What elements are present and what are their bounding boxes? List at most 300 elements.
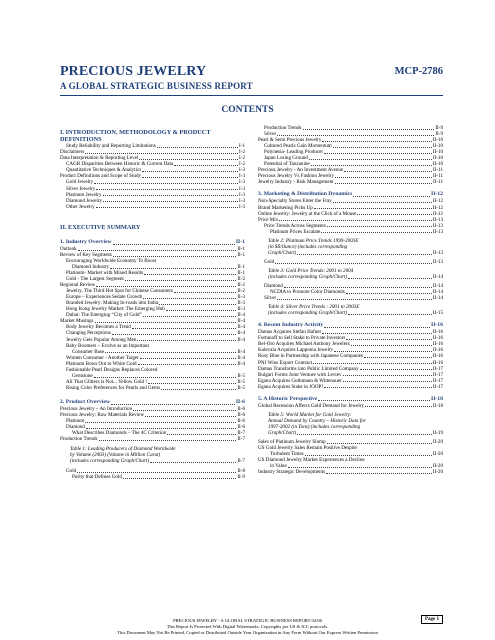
toc-entry-page: II-18 xyxy=(432,402,443,409)
toc-entry-page: II-17 xyxy=(432,371,443,378)
page-number-badge: Page 1 xyxy=(421,615,443,624)
toc-table-entry xyxy=(258,238,443,256)
toc-entry-page: I-3 xyxy=(239,191,245,198)
toc-table-text: Table 5: World Market for Gold Jewelry: xyxy=(268,411,352,418)
toc-entry-title: Rising Color Preferences for Pearls and Gems xyxy=(66,384,160,391)
dot-leader xyxy=(343,381,432,382)
toc-entry-title: 4. Recent Industry Activity xyxy=(258,322,324,329)
toc-table-last-line xyxy=(268,430,443,436)
toc-entry-title: Platinum Jewelry xyxy=(66,191,102,198)
dot-leader xyxy=(174,165,238,166)
dot-leader xyxy=(105,352,236,353)
toc-entry-page: II-17 xyxy=(432,365,443,372)
toc-entry-title: Consumer Base xyxy=(72,348,105,355)
toc-entry-page: II-12 xyxy=(432,198,443,205)
dot-leader xyxy=(346,339,431,340)
toc-entry-title: Gemstone xyxy=(72,372,93,379)
toc-entry-title: Review of Key Segments xyxy=(60,251,112,258)
dot-leader xyxy=(94,377,237,378)
toc-section-heading: II. EXECUTIVE SUMMARY xyxy=(60,223,141,231)
toc-entry-page: II-13 xyxy=(432,228,443,235)
toc-entry-title: CAGR Disparities Between Historic & Current Data xyxy=(66,161,174,168)
toc-entry xyxy=(60,204,245,210)
dot-leader xyxy=(343,375,432,376)
toc-entry-page: I-3 xyxy=(239,167,245,174)
dot-leader xyxy=(360,369,432,370)
dot-leader xyxy=(133,410,236,411)
toc-entry-title: Gold - The Largest Segment xyxy=(66,276,124,283)
toc-entry-title: Polynesia- Leading Producer xyxy=(264,149,324,156)
header-divider xyxy=(60,95,443,96)
toc-entry-title: Precious Jewelry Vs Fashion Jewelry xyxy=(258,173,335,180)
toc-entry xyxy=(60,436,245,442)
toc-entry-title: Silver xyxy=(264,295,277,302)
toc-entry-page: II-11 xyxy=(433,179,443,186)
dot-leader xyxy=(150,462,236,463)
toc-entry-page: II-17 xyxy=(432,383,443,390)
report-title: PRECIOUS JEWELRY xyxy=(60,64,207,79)
toc-entry-title: Japan Losing Ground xyxy=(264,155,308,162)
dot-leader xyxy=(103,201,238,202)
toc-entry-page: II-13 xyxy=(432,222,443,229)
toc-entry-title: Diamond Industry xyxy=(72,263,110,270)
dot-leader xyxy=(96,207,238,208)
dot-leader xyxy=(111,404,235,405)
toc-entry-page: II-6 xyxy=(237,411,245,418)
toc-entry-page: II-3 xyxy=(237,294,245,301)
report-code: MCP-2786 xyxy=(394,66,443,77)
toc-entry-page: II-11 xyxy=(433,173,443,180)
contents-heading: CONTENTS xyxy=(221,105,274,115)
dot-leader xyxy=(137,340,236,341)
toc-chapter-entry xyxy=(258,322,443,329)
dot-leader xyxy=(143,298,236,299)
toc-entry xyxy=(258,259,443,265)
toc-entry-page: II-13 xyxy=(432,249,443,256)
toc-entry-title: Diamond Jewelry xyxy=(66,197,103,204)
toc-entry-page: I-3 xyxy=(239,203,245,210)
toc-entry-page: II-16 xyxy=(432,347,443,354)
dot-leader xyxy=(132,328,237,329)
toc-entry-title: Precious Jewelry: Raw Materials Review xyxy=(60,411,145,418)
dot-leader xyxy=(313,363,432,364)
dot-leader xyxy=(103,195,239,196)
toc-entry-title: Regional Review xyxy=(60,282,96,289)
dot-leader xyxy=(346,293,432,294)
toc-entry-page: II-2 xyxy=(237,288,245,295)
toc-entry-title: Platinum Prices Escalate xyxy=(270,228,321,235)
dot-leader xyxy=(334,351,432,352)
toc-entry-title: Dubai: The Emerging “City of Gold” xyxy=(66,312,142,319)
toc-entry-title: Quantitative Techniques & Analytics xyxy=(66,167,142,174)
toc-entry-title: Sales of Platinum Jewelry Slump xyxy=(258,438,326,445)
toc-entry-title: Jewelry, The Third Hot Spot for Chinese Consumers xyxy=(66,288,174,295)
toc-entry-text: Fashionable Pearl Designs Replaces Colored xyxy=(66,366,158,373)
toc-entry-title: Data Interpretation & Reporting Level xyxy=(60,155,139,162)
toc-entry-page: II-14 xyxy=(432,283,443,290)
toc-entry-page: II-13 xyxy=(432,216,443,223)
toc-table-last-line xyxy=(268,274,443,280)
dot-leader xyxy=(159,304,236,305)
toc-entry-title: Pearl & Semi Precious Jewelry xyxy=(258,137,322,144)
toc-entry-page: I-3 xyxy=(239,197,245,204)
dot-leader xyxy=(145,416,236,417)
toc-entry-title: What Describes Diamonds – The 4C Criterion xyxy=(72,430,167,437)
toc-entry xyxy=(258,179,443,185)
toc-entry-page: II-20 xyxy=(432,469,443,476)
toc-chapter-entry xyxy=(258,191,443,198)
dot-leader xyxy=(78,250,237,251)
dot-leader xyxy=(326,473,432,474)
toc-entry-title: Platinum xyxy=(66,418,85,425)
toc-entry-title: Bel-Oro Acquires Michael Anthony Jewelers xyxy=(258,341,350,348)
toc-entry-title: Silver Jewelry xyxy=(66,185,96,192)
toc-entry-title: Production Trends xyxy=(264,125,302,131)
toc-table-entry xyxy=(258,304,443,316)
toc-entry-page: II-2 xyxy=(237,282,245,289)
toc-section-heading: I. INTRODUCTION, METHODOLOGY & PRODUCT DEFINITIONS xyxy=(60,129,211,144)
dot-leader xyxy=(335,177,432,178)
toc-entry-page: I-2 xyxy=(239,149,245,156)
toc-entry xyxy=(258,295,443,301)
toc-entry-title: Branded Jewelry: Making In-roads into India xyxy=(66,300,159,307)
dot-leader xyxy=(327,443,432,444)
toc-table-text: Table 3: Gold Price Trends: 2001 to 2004 xyxy=(268,267,354,274)
dot-leader xyxy=(96,286,236,287)
toc-entry-title: Damas Transforms into Public Limited Company xyxy=(258,365,359,372)
toc-entry-title: Bulgari Forms Joint Venture with Leviev xyxy=(258,371,342,378)
toc-entry-page: II-18 xyxy=(430,395,443,402)
toc-entry-title: Silver xyxy=(264,131,277,138)
toc-entry-title: Production Trends xyxy=(60,436,98,443)
toc-entry-title: Industry Strategic Developments xyxy=(258,469,326,476)
toc-table-text: Table 1: Leading Producers of Diamond Worldwide xyxy=(70,446,176,453)
toc-entry-title: NCDIA to Promote Color Diamonds xyxy=(270,289,345,296)
toc-entry-page: I-1 xyxy=(239,143,245,150)
toc-table-entry xyxy=(258,412,443,436)
dot-leader xyxy=(96,189,238,190)
toc-entry-title: Precious Jewelry – An Introduction xyxy=(60,405,133,412)
toc-entry-page: II-9 xyxy=(237,474,245,481)
toc-entry-title: Study Reliability and Reporting Limitations xyxy=(66,143,156,150)
dot-leader xyxy=(157,147,238,148)
toc-entry-page: II-4 xyxy=(237,318,245,325)
toc-entry-page: II-14 xyxy=(432,289,443,296)
toc-entry xyxy=(60,385,245,391)
toc-entry-title: Platinum- Market with Mixed Results xyxy=(66,269,144,276)
dot-leader xyxy=(311,165,432,166)
toc-entry-title: Other Jewelry xyxy=(66,203,95,210)
toc-entry-text: Encouraging Worldwide Economy To Boost xyxy=(66,257,157,264)
dot-leader xyxy=(140,358,237,359)
toc-entry-page: II-4 xyxy=(237,312,245,319)
toc-entry-title: Product Definitions and Scope of Study xyxy=(60,173,142,180)
toc-entry-page: II-3 xyxy=(237,300,245,307)
toc-entry-title: 2. Product Overview xyxy=(60,398,110,405)
toc-entry-title: Women Consumer - Another Target xyxy=(66,354,139,361)
toc-table-text: Graph/Chart) xyxy=(268,249,297,256)
toc-entry-title: Market Musings xyxy=(60,318,94,325)
toc-entry-page: II-1 xyxy=(237,269,245,276)
toc-entry-page: II-12 xyxy=(432,204,443,211)
toc-entry-page: I-2 xyxy=(239,161,245,168)
toc-entry-title: Global Recession Affects Gold Demand for Jewelry xyxy=(258,402,364,409)
toc-entry-page: II-1 xyxy=(235,238,245,245)
toc-entry-page: II-14 xyxy=(432,273,443,280)
dot-leader xyxy=(318,400,430,401)
toc-table-text: 1997-2002 (in Tons) (includes corresponding xyxy=(268,423,361,430)
dot-leader xyxy=(288,467,432,468)
dot-leader xyxy=(166,310,237,311)
toc-entry-title: 5. A Historic Perspective xyxy=(258,395,318,402)
toc-entry-title: Gold xyxy=(66,468,77,475)
toc-table-last-line xyxy=(268,310,443,316)
dot-leader xyxy=(344,171,432,172)
toc-entry-page: II-11 xyxy=(433,167,443,174)
toc-entry xyxy=(258,469,443,475)
toc-table-text: Annual Demand by Country – Historic Data for xyxy=(268,417,366,424)
toc-entry-page: II-12 xyxy=(430,191,443,198)
dot-leader xyxy=(112,334,237,335)
footer-line-2: This Report Is Protected With Digital Watermarks. Copyrights per US & ICC protocols. xyxy=(166,624,329,629)
toc-entry-title: Turbulent Times xyxy=(270,451,304,458)
dot-leader xyxy=(77,472,236,473)
toc-entry-page: II-14 xyxy=(432,295,443,302)
toc-entry-page: I-3 xyxy=(239,173,245,180)
toc-entry-page: II-13 xyxy=(432,258,443,265)
toc-entry-page: II-10 xyxy=(432,143,443,150)
dot-leader xyxy=(364,357,432,358)
toc-entry-page: I-2 xyxy=(239,155,245,162)
toc-entry-page: II-12 xyxy=(432,210,443,217)
dot-leader xyxy=(277,299,432,300)
toc-entry-title: Platinum Bows Out to White Gold xyxy=(66,360,137,367)
toc-entry-title: Fortunoff to Sell Stake to Private Investors xyxy=(258,335,346,342)
dot-leader xyxy=(365,406,432,407)
toc-entry-title: Europe – Experiences Sedate Growth xyxy=(66,294,143,301)
toc-entry-title: Egana Acquires Stake in JOOP! xyxy=(258,383,324,390)
toc-entry-text: Baby Boomers – Evolve as an Important xyxy=(66,342,149,349)
toc-entry-text: US Gold Jewelry Sales Remain Positive Despite xyxy=(258,445,357,452)
toc-table-text: Graph/Chart) xyxy=(268,429,297,436)
toc-entry xyxy=(258,229,443,235)
toc-entry-page: II-2 xyxy=(237,276,245,283)
toc-entry-page: II-20 xyxy=(432,438,443,445)
toc-table-text: (in $$/Ounce) (includes corresponding xyxy=(268,243,348,250)
toc-table-text: (includes corresponding Graph/Chart) xyxy=(70,458,150,465)
dot-leader xyxy=(348,314,432,315)
toc-entry-page: II-7 xyxy=(237,458,245,465)
toc-entry-page: II-4 xyxy=(237,330,245,337)
toc-entry-page: II-16 xyxy=(430,322,443,329)
toc-entry-page: I-3 xyxy=(239,179,245,186)
dot-leader xyxy=(322,333,432,334)
footer-line-1: PRECIOUS JEWELRY - A GLOBAL STRATEGIC BUSINESS REPORT 02/06 xyxy=(173,618,322,623)
toc-entry-page: II-9 xyxy=(435,125,443,131)
dot-leader xyxy=(275,263,432,264)
toc-entry-title: Damas Acquires Stefan Hafner xyxy=(258,329,322,336)
toc-left-column xyxy=(60,125,245,480)
dot-leader xyxy=(322,141,431,142)
toc-entry-page: II-10 xyxy=(432,161,443,168)
dot-leader xyxy=(284,287,432,288)
toc-entry-text: US Diamond Jewelry Market Experiences a Decline xyxy=(258,457,365,464)
dot-leader xyxy=(335,183,432,184)
toc-entry-page: II-4 xyxy=(237,354,245,361)
toc-table-last-line xyxy=(70,458,245,464)
dot-leader xyxy=(85,422,236,423)
dot-leader xyxy=(86,428,236,429)
toc-chapter-entry xyxy=(60,239,245,246)
toc-entry-page: II-5 xyxy=(237,384,245,391)
toc-entry-title: 1. Industry Overview xyxy=(60,238,112,245)
dot-leader xyxy=(113,244,235,245)
toc-entry-page: II-16 xyxy=(432,353,443,360)
dot-leader xyxy=(99,440,237,441)
dot-leader xyxy=(161,389,236,390)
dot-leader xyxy=(357,214,431,215)
toc-entry-page: II-15 xyxy=(432,310,443,317)
dot-leader xyxy=(94,183,238,184)
dot-leader xyxy=(348,278,432,279)
toc-entry-title: All That Glitters is Not... Yellow Gold ! xyxy=(66,378,147,385)
dot-leader xyxy=(277,135,434,136)
toc-entry-page: II-5 xyxy=(237,372,245,379)
toc-entry-title: in Value xyxy=(270,463,287,470)
toc-right-column xyxy=(258,125,443,475)
dot-leader xyxy=(174,292,236,293)
dot-leader xyxy=(303,129,435,130)
dot-leader xyxy=(351,345,432,346)
toc-entry-page: II-7 xyxy=(237,430,245,437)
toc-entry-title: Changing Perceptions xyxy=(66,330,111,337)
toc-entry-title: PNJ Wins Export Contract xyxy=(258,359,313,366)
toc-table-text: by Volume (2003) (Volume in Million Carat) xyxy=(70,452,161,459)
toc-entry-page: II-7 xyxy=(237,436,245,443)
toc-entry-title: Price Trends Across Segments xyxy=(264,222,326,229)
dot-leader xyxy=(324,387,432,388)
toc-entry xyxy=(258,403,443,409)
toc-entry-title: Egana Acquires Guthmann & Wittenauer xyxy=(258,377,342,384)
toc-entry-title: Gold xyxy=(264,258,275,265)
toc-entry-page: II-10 xyxy=(432,155,443,162)
toc-entry-title: Rosy Blue in Partnership with Japanese Companies xyxy=(258,353,363,360)
toc-entry-title: Non-Specialty Stores Enter the Fray xyxy=(258,198,332,205)
toc-table-last-line xyxy=(268,250,443,256)
toc-entry-page: II-16 xyxy=(432,359,443,366)
dot-leader xyxy=(314,208,432,209)
toc-entry-title: Kalevala Acquires Lapponia Jewelry xyxy=(258,347,334,354)
dot-leader xyxy=(305,455,432,456)
dot-leader xyxy=(85,153,238,154)
dot-leader xyxy=(353,196,430,197)
toc-entry-page: II-6 xyxy=(237,424,245,431)
toc-entry-page: II-10 xyxy=(432,137,443,144)
dot-leader xyxy=(333,147,432,148)
toc-entry-page: II-17 xyxy=(432,377,443,384)
dot-leader xyxy=(309,159,432,160)
toc-entry-page: II-8 xyxy=(237,468,245,475)
dot-leader xyxy=(297,434,432,435)
toc-entry xyxy=(60,474,245,480)
dot-leader xyxy=(143,316,237,317)
toc-entry-page: II-3 xyxy=(237,306,245,313)
dot-leader xyxy=(167,434,236,435)
toc-entry-page: II-6 xyxy=(237,405,245,412)
dot-leader xyxy=(138,364,237,365)
footer-line-3: This Document May Not Be Printed, Copied or Distributed Outside Your Organization in Any Form Without Our Express Written Permission xyxy=(117,630,378,635)
dot-leader xyxy=(113,256,236,257)
toc-entry-page: II-6 xyxy=(237,418,245,425)
toc-entry-title: Precious Jewelry - An Investment Avenue xyxy=(258,167,344,174)
toc-chapter-entry xyxy=(60,399,245,406)
toc-entry-title: Brand Marketing Picks Up xyxy=(258,204,313,211)
dot-leader xyxy=(144,274,236,275)
toc-table-text: (includes corresponding Graph/Chart) xyxy=(268,273,348,280)
dot-leader xyxy=(142,177,238,178)
toc-entry-title: Cultured Pearls Gain Momentum xyxy=(264,143,332,150)
toc-table-entry xyxy=(258,268,443,280)
toc-entry-page: II-5 xyxy=(237,378,245,385)
toc-table-text: Table 4: Silver Price Trends : 2001 to 2003E xyxy=(268,304,360,311)
toc-entry-title: Diamond xyxy=(66,424,85,431)
dot-leader xyxy=(297,254,432,255)
toc-table-entry xyxy=(60,446,245,464)
dot-leader xyxy=(333,202,432,203)
toc-entry-title: Potential of Tanzanine xyxy=(264,161,310,168)
toc-entry-title: Price Mix xyxy=(258,216,279,223)
dot-leader xyxy=(142,171,238,172)
toc-entry-title: Jewelry Industry - Risk Management xyxy=(258,179,334,186)
toc-entry-page: II-4 xyxy=(237,360,245,367)
dot-leader xyxy=(324,327,430,328)
toc-entry-title: Body Jewelry Becomes a Trend xyxy=(66,324,131,331)
dot-leader xyxy=(95,322,237,323)
toc-entry-page: II-16 xyxy=(432,341,443,348)
toc-entry-page: II-6 xyxy=(235,398,245,405)
toc-entry-page: II-4 xyxy=(237,336,245,343)
dot-leader xyxy=(279,220,432,221)
toc-entry-page: II-1 xyxy=(237,251,245,258)
dot-leader xyxy=(148,383,236,384)
toc-entry-page: I-3 xyxy=(239,185,245,192)
toc-entry-title: 3. Marketing & Distribution Dynamics xyxy=(258,191,353,198)
dot-leader xyxy=(327,226,432,227)
toc-entry-title: Purity that Defines Gold xyxy=(72,474,122,481)
toc-chapter-entry xyxy=(258,396,443,403)
dot-leader xyxy=(324,153,432,154)
toc-entry-page: II-20 xyxy=(432,463,443,470)
toc-entry-page: II-4 xyxy=(237,324,245,331)
toc-entry-page: II-4 xyxy=(237,348,245,355)
toc-entry xyxy=(258,384,443,390)
toc-entry-title: Online Jewelry: Jewelry at the Click of a Mouse xyxy=(258,210,357,217)
toc-table-text: (includes corresponding Graph/Chart) xyxy=(268,310,348,317)
toc-table-text: Table 2: Platinum Price Trends 1999-2003E xyxy=(268,237,359,244)
toc-entry-title: Jewelry Gets Popular Among Men xyxy=(66,336,137,343)
toc-entry-page: II-20 xyxy=(432,451,443,458)
dot-leader xyxy=(123,478,236,479)
toc-entry-page: II-19 xyxy=(432,429,443,436)
toc-entry-page: II-9 xyxy=(435,131,443,138)
toc-entry-title: Diamond xyxy=(264,283,283,290)
toc-entry-page: II-10 xyxy=(432,149,443,156)
toc-entry-page: II-16 xyxy=(432,335,443,342)
dot-leader xyxy=(139,159,238,160)
report-subtitle: A GLOBAL STRATEGIC BUSINESS REPORT xyxy=(60,81,253,91)
toc-entry-title: Disclaimers xyxy=(60,149,85,156)
dot-leader xyxy=(110,268,236,269)
